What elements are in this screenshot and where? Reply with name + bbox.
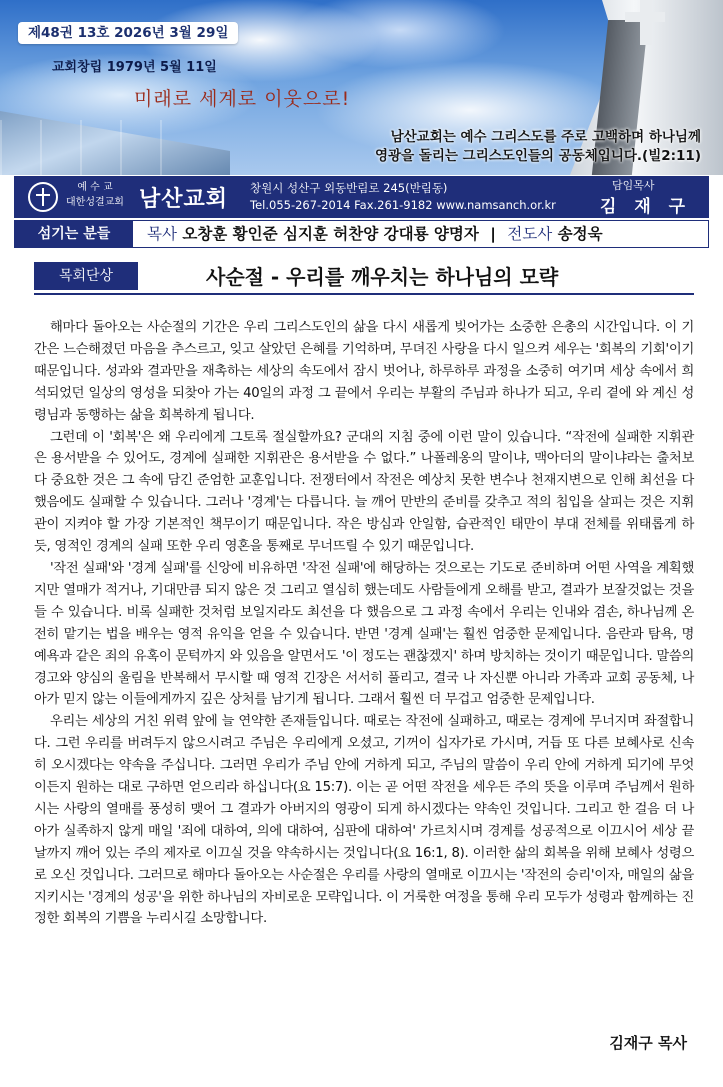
title-divider bbox=[34, 293, 694, 295]
pastor-names: 오창훈 황인준 심지훈 허찬양 강대룡 양명자 bbox=[182, 225, 479, 243]
servers-label: 섬기는 분들 bbox=[15, 221, 133, 247]
building-window-image bbox=[0, 120, 200, 175]
article-paragraph: 그런데 이 '회복'은 왜 우리에게 그토록 절실할까요? 군대의 지침 중에 이런 말이 있습니다. “작전에 실패한 지휘관은 용서받을 수 있어도, 경계에 실패한 지휘관은 용서받을 수 없다.” 나폴레옹의 말이냐, 맥아더의 말이냐라는 출처보다 중요한 것은 그 속에 담긴 준엄한 교훈입니다. 전쟁터에서 작전은 예상치 못한 변수나 천재지변으로 인해 최선을 다했음에도 실패할 수 있습니다. 그러나 '경계'는 다릅니다. 늘 깨어 만반의 준비를 갖추고 적의 침입을 살피는 것은 지휘관이 지켜야 할 가장 기본적인 책무이기 때문입니다. 작은 방심과 안일함, 습관적인 태만이 부대 전체를 위태롭게 하듯, 영적인 경계의 실패 또한 우리 영혼을 통째로 무너뜨릴 수 있기 때문입니다. bbox=[34, 429, 694, 555]
senior-pastor-name: 김 재 구 bbox=[600, 197, 692, 217]
header-banner bbox=[0, 0, 723, 175]
servers-list bbox=[147, 221, 603, 247]
senior-pastor-label: 담임목사 bbox=[612, 179, 655, 192]
church-info-bar bbox=[14, 176, 709, 218]
founded-date: 교회창립 1979년 5월 11일 bbox=[52, 60, 217, 75]
article-body bbox=[34, 317, 694, 930]
role-evangelist: 전도사 bbox=[507, 225, 553, 243]
denomination-line-1: 예 수 교 bbox=[77, 182, 113, 193]
cross-icon bbox=[640, 0, 652, 45]
mission-line-2: 영광을 돌리는 그리스도인들의 공동체입니다.(빌2:11) bbox=[375, 148, 701, 164]
denomination-line-2: 대한성결교회 bbox=[66, 197, 124, 208]
article-paragraph: 해마다 돌아오는 사순절의 기간은 우리 그리스도인의 삶을 다시 새롭게 빚어가는 소중한 은총의 시간입니다. 이 기간은 느슨해졌던 마음을 추스르고, 잊고 살았던 은혜를 기억하며, 무뎌진 사랑을 다시 일으켜 세우는 '회복의 기회'이기 때문입니다. 성과와 결과만을 재촉하는 세상의 속도에서 잠시 벗어나, 하루하루 과정을 소중히 여기며 세상 속에서 희석되었던 일상의 영성을 되찾아 가는 40일의 과정 그 끝에서 우리는 부활의 주님과 하나가 되고, 우리 곁에 와 계신 성령님과 동행하는 삶을 회복하게 됩니다. bbox=[34, 320, 694, 423]
issue-date: 제48권 13호 2026년 3월 29일 bbox=[18, 22, 238, 44]
column-label: 목회단상 bbox=[34, 262, 138, 290]
article-signature: 김재구 목사 bbox=[609, 1034, 687, 1052]
mission-line-1: 남산교회는 예수 그리스도를 주로 고백하며 하나님께 bbox=[390, 129, 701, 145]
church-logo-icon bbox=[28, 182, 58, 212]
article-title: 사순절 - 우리를 깨우치는 하나님의 모략 bbox=[206, 265, 559, 289]
article-paragraph: '작전 실패'와 '경계 실패'를 신앙에 비유하면 '작전 실패'에 해당하는 것으로는 기도로 준비하며 어떤 사역을 계획했지만 열매가 적거나, 기대만큼 되지 않은 것 그리고 열심히 했는데도 사람들에게 오해를 받고, 결과가 보잘것없는 것을 들 수 있습니다. 비록 실패한 것처럼 보일지라도 최선을 다 했음으로 그 과정 속에서 우리는 인내와 겸손, 하나님께 온전히 맡기는 법을 배우는 영적 유익을 얻을 수 있습니다. 반면 '경계 실패'는 훨씬 엄중한 문제입니다. 음란과 탐욕, 명예욕과 같은 죄의 유혹이 문턱까지 와 있음을 알면서도 '이 정도는 괜찮겠지' 하며 방치하는 것이기 때문입니다. 말씀의 경고와 양심의 울림을 반복해서 무시할 때 영적 긴장은 서서히 풀리고, 결국 나 자신뿐 아니라 가족과 교회 공동체, 나아가 믿지 않는 이들에게까지 깊은 상처를 남기게 됩니다. 그래서 훨씬 더 무겁고 엄중한 문제입니다. bbox=[34, 560, 694, 708]
church-contact: Tel.055-267-2014 Fax.261-9182 www.namsanch.or.kr bbox=[250, 198, 556, 212]
church-slogan: 미래로 세계로 이웃으로! bbox=[134, 88, 351, 110]
servers-row bbox=[14, 220, 709, 248]
role-pastor: 목사 bbox=[147, 225, 177, 243]
denomination bbox=[66, 180, 124, 210]
cross-arm bbox=[625, 12, 665, 22]
evangelist-name: 송정욱 bbox=[557, 225, 603, 243]
church-address: 창원시 성산구 외동반림로 245(반림동) bbox=[250, 181, 448, 195]
church-name: 남산교회 bbox=[139, 187, 229, 212]
church-address-block bbox=[250, 180, 556, 214]
article-paragraph: 우리는 세상의 거친 위력 앞에 늘 연약한 존재들입니다. 때로는 작전에 실패하고, 때로는 경계에 무너지며 좌절합니다. 그런 우리를 버려두지 않으시려고 주님은 우리에게 오셨고, 기꺼이 십자가로 가시며, 거듭 또 다른 보혜사로 신속히 오시겠다는 약속을 주십니다. 그러면 우리가 주님 안에 거하게 되고, 주님의 말씀이 우리 안에 거하게 되기에 무엇이든지 원하는 대로 구하면 얻으리라 하십니다(요 15:7). 이는 곧 어떤 작전을 세우든 주의 뜻을 이루며 주님께서 원하시는 사랑의 열매를 풍성히 맺어 그 결과가 아버지의 영광이 되게 하시겠다는 약속인 것입니다. 그리고 한 걸음 더 나아가 실족하지 않게 매일 '죄에 대하여, 의에 대하여, 심판에 대하여' 가르치시며 경계를 성공적으로 이끄시어 세상 끝날까지 깨어 있는 주의 제자로 이끄실 것을 약속하시는 것입니다(요 16:1, 8). 이러한 삶의 회복을 위해 보혜사 성령으로 오신 것입니다. 그러므로 해마다 돌아오는 사순절은 우리를 사랑의 열매로 이끄시는 '작전의 승리'이자, 매일의 삶을 지키시는 '경계의 성공'을 위한 하나님의 자비로운 모략입니다. 이 거룩한 여정을 통해 우리 모두가 성령과 함께하는 진정한 회복의 기쁨을 누리시길 소망합니다. bbox=[34, 714, 694, 927]
servers-divider: | bbox=[490, 225, 496, 243]
mission-statement bbox=[375, 128, 701, 166]
